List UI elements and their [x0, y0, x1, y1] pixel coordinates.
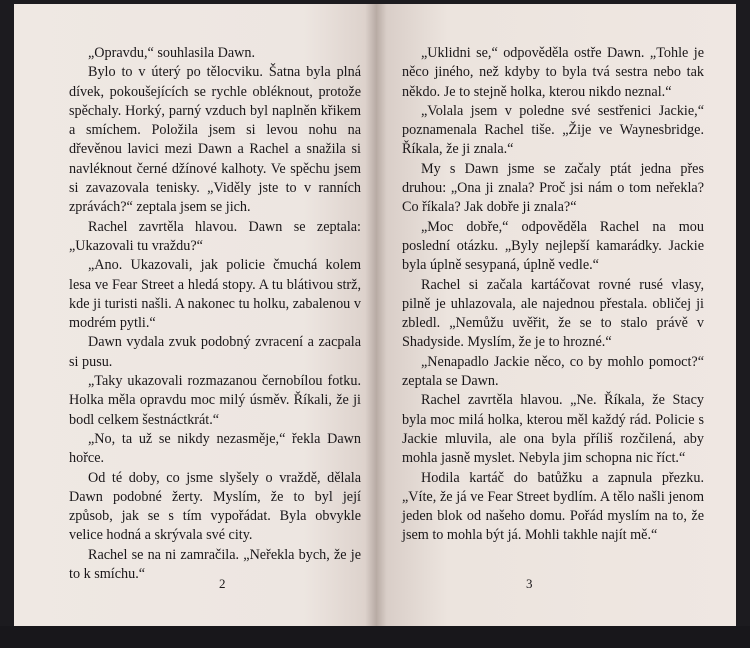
left-page-text: [69, 44, 361, 584]
paragraph: Rachel zavrtěla hlavou. Dawn se zeptala: „Ukazovali tu vraždu?“: [69, 218, 361, 254]
paragraph: „Ano. Ukazovali, jak policie čmuchá kolem lesa ve Fear Street a hledá stopy. A tu blátivou strž, kde ji turisti našli. A nakonec tu holku, zabalenou v modrém pytli.“: [69, 257, 361, 332]
page-number-left: 2: [219, 576, 226, 591]
paragraph: „Taky ukazovali rozmazanou černobílou fotku. Holka měla opravdu moc milý úsměv. Říkali, že ji bodl celkem šestnáctkrát.“: [69, 373, 361, 428]
paragraph: „No, ta už se nikdy nezasměje,“ řekla Dawn hořce.: [69, 430, 361, 467]
paragraph: Hodila kartáč do batůžku a zapnula přezku. „Víte, že já ve Fear Street bydlím. A tělo našli jenom jeden blok od našeho domu. Pořád myslím na to, že jsem to mohla být já. Mohli takhle najít mě.“: [402, 469, 704, 544]
book-spread: [14, 4, 736, 630]
right-page: [376, 4, 736, 630]
paragraph: My s Dawn jsme se začaly ptát jedna přes druhou: „Ona ji znala? Proč jsi nám o tom neřekla? Co říkala? Jak dobře ji znala?“: [402, 160, 704, 216]
paragraph: Bylo to v úterý po tělocviku. Šatna byla plná dívek, pokoušejících se rychle obléknout, protože spěchaly. Horký, parný vzduch byl naplněn křikem a smíchem. Položila jsem si levou nohu na dřevěnou lavici mezi Dawn a Rachel a snažila si navléknout černé džínové kalhoty. Ve spěchu jsem si zavazovala tenisky. „Viděly jste to v ranních zprávách?“ zeptala jsem se jich.: [69, 64, 361, 216]
paragraph: „Nenapadlo Jackie něco, co by mohlo pomoct?“ zeptala se Dawn.: [402, 353, 704, 390]
left-page: [14, 4, 376, 630]
paragraph: Rachel si začala kartáčovat rovné rusé vlasy, pilně je uhlazovala, ale najednou přestala. obličej ji zbledl. „Nemůžu uvěřit, že se to stalo právě v Shadyside. Myslím, že je to hrozné.“: [402, 276, 704, 351]
background-edge: [0, 626, 750, 648]
paragraph: Rachel zavrtěla hlavou. „Ne. Říkala, že Stacy byla moc milá holka, kterou měl každý rád. Policie s Jackie mluvila, ale ona byla příliš rozčilená, aby mohla jasně myslet. Nebyla jim schopna nic říct.“: [402, 392, 704, 467]
paragraph: „Opravdu,“ souhlasila Dawn.: [88, 45, 256, 61]
page-number-right: 3: [526, 576, 533, 591]
paragraph: „Uklidni se,“ odpověděla ostře Dawn. „Tohle je něco jiného, než kdyby to byla tvá sestra nebo tak někdo. Je to stejně holka, kterou nikdo neznal.“: [402, 45, 704, 100]
paragraph: Od té doby, co jsme slyšely o vraždě, dělala Dawn podobné žerty. Myslím, že to byl její způsob, jak se s tím vypořádat. Byla obvykle velice hodná a skrývala své city.: [69, 469, 361, 544]
paragraph: „Volala jsem v poledne své sestřenici Jackie,“ poznamenala Rachel tiše. „Žije ve Waynesbridge. Říkala, že ji znala.“: [402, 102, 704, 158]
paragraph: Rachel se na ni zamračila. „Neřekla bych, že je to k smíchu.“: [69, 546, 361, 583]
paragraph: Dawn vydala zvuk podobný zvracení a zacpala si pusu.: [69, 334, 361, 370]
right-page-text: [402, 44, 704, 546]
paragraph: „Moc dobře,“ odpověděla Rachel na mou poslední otázku. „Byly nejlepší kamarádky. Jackie byla úplně sesypaná, úplně vedle.“: [402, 218, 704, 274]
